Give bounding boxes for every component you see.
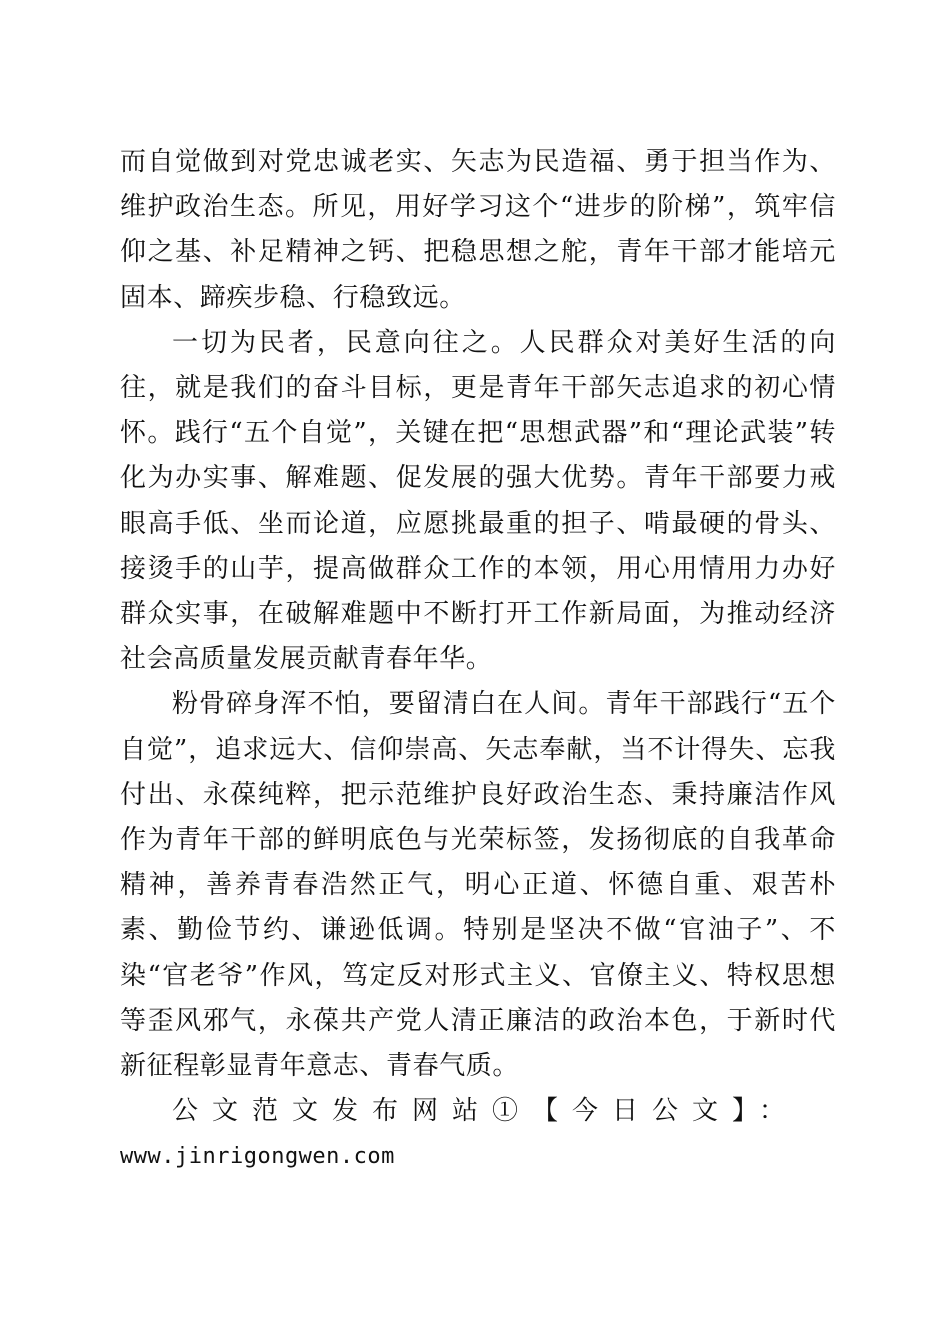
document-body: [120, 140, 836, 1180]
paragraph-2: 一切为民者，民意向往之。人民群众对美好生活的向往，就是我们的奋斗目标，更是青年干部矢志追求的初心情怀。践行“五个自觉”，关键在把“思想武器”和“理论武装”转化为办实事、解难题、促发展的强大优势。青年干部要力戒眼高手低、坐而论道，应愿挑最重的担子、啃最硬的骨头、接烫手的山芋，提高做群众工作的本领，用心用情用力办好群众实事，在破解难题中不断打开工作新局面，为推动经济社会高质量发展贡献青春年华。: [120, 327, 836, 675]
footer-site-label: 公文范文发布网站①【今日公文】：: [172, 1096, 800, 1127]
footer-site-url: www.jinrigongwen.com: [120, 1144, 395, 1170]
paragraph-3: 粉骨碎身浑不怕，要留清白在人间。青年干部践行“五个自觉”，追求远大、信仰崇高、矢志奉献，当不计得失、忘我付出、永葆纯粹，把示范维护良好政治生态、秉持廉洁作风作为青年干部的鲜明底色与光荣标签，发扬彻底的自我革命精神，善养青春浩然正气，明心正道、怀德自重、艰苦朴素、勤俭节约、谦逊低调。特别是坚决不做“官油子”、不染“官老爷”作风，笃定反对形式主义、官僚主义、特权思想等歪风邪气，永葆共产党人清正廉洁的政治本色，于新时代新征程彰显青年意志、青春气质。: [120, 689, 836, 1082]
paragraph-1: 而自觉做到对党忠诚老实、矢志为民造福、勇于担当作为、维护政治生态。所见，用好学习这个“进步的阶梯”，筑牢信仰之基、补足精神之钙、把稳思想之舵，青年干部才能培元固本、蹄疾步稳、行稳致远。: [120, 147, 836, 313]
